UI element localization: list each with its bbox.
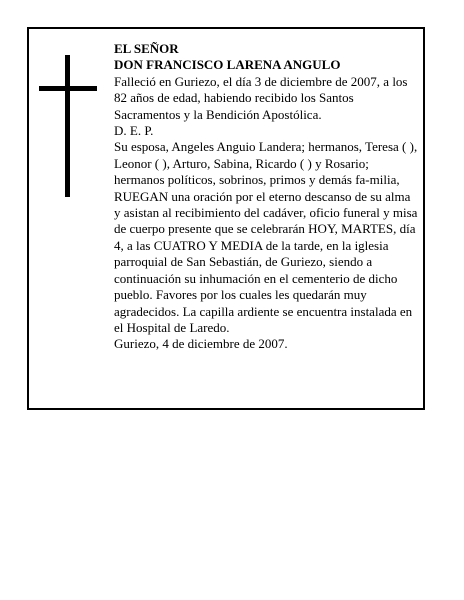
place-date-line: Guriezo, 4 de diciembre de 2007. xyxy=(114,336,288,352)
death-paragraph: Falleció en Guriezo, el día 3 de diciembre de 2007, a los 82 años de edad, habiendo recibido los Santos Sacramentos y la Bendición Apostólica. xyxy=(114,73,408,122)
obituary-notice xyxy=(27,27,425,410)
dep-line: D. E. P. xyxy=(114,123,154,139)
cross-vertical-bar xyxy=(65,55,70,197)
cross-horizontal-bar xyxy=(39,86,97,91)
family-paragraph: Su esposa, Angeles Anguio Landera; hermanos, Teresa ( ), Leonor ( ), Arturo, Sabina, Ricardo ( ) y Rosario; hermanos políticos, sobrinos, primos y demás fa-milia, RUEGAN una oración por el eterno descanso de su alma y asistan al recibimiento del cadáver, oficio funeral y misa de cuerpo presente que se celebrarán HOY, MARTES, día 4, a las CUATRO Y MEDIA de la tarde, en la iglesia parroquial de San Sebastián, de Guriezo, siendo a continuación su inhumación en el cementerio de dicho pueblo. Favores por los cuales les quedarán muy agradecidos. La capilla ardiente se encuentra instalada en el Hospital de Laredo. xyxy=(114,139,418,335)
notice-title: EL SEÑOR xyxy=(114,41,179,56)
latin-cross-icon xyxy=(39,55,97,197)
notice-body xyxy=(114,41,419,353)
deceased-name: DON FRANCISCO LARENA ANGULO xyxy=(114,57,341,73)
